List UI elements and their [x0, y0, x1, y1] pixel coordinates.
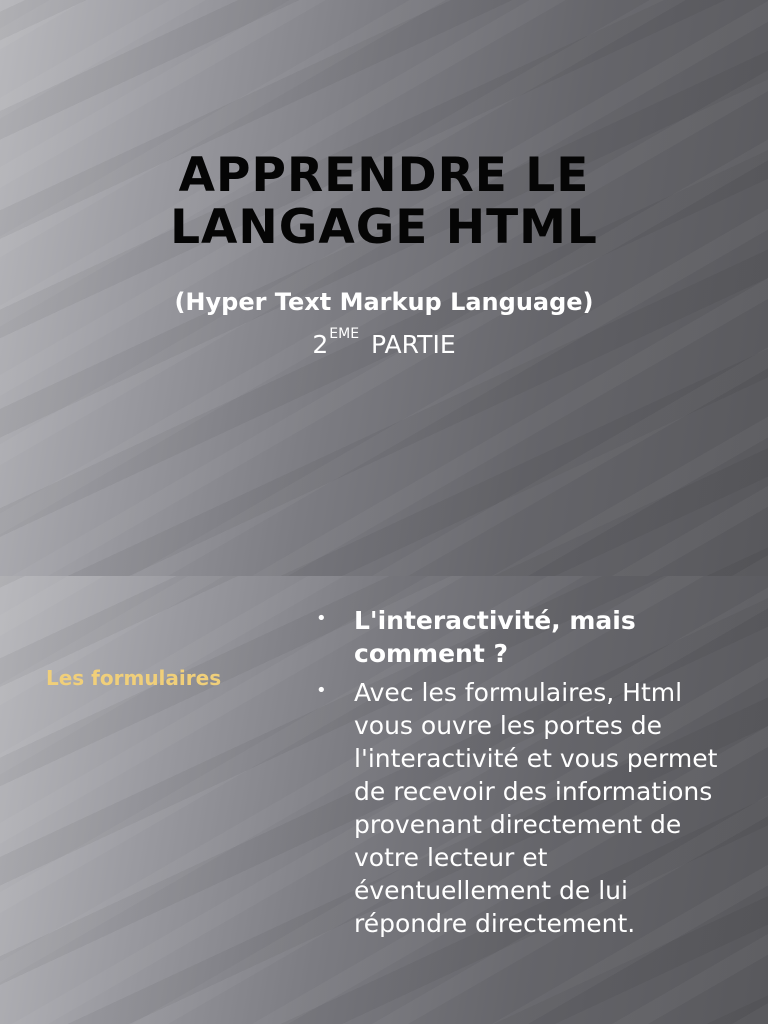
part-word: PARTIE [371, 330, 456, 359]
bullet-list [316, 604, 736, 946]
bullet-icon: • [316, 680, 327, 701]
slide-subtitle: (Hyper Text Markup Language) [174, 288, 594, 316]
bullet-item [316, 604, 736, 670]
bullet-text: Avec les formulaires, Html vous ouvre les portes de l'interactivité et vous permet de recevoir des informations provenant directement de votre lecteur et éventuellement de lui répondre directement. [354, 678, 718, 938]
bullet-icon: • [316, 608, 327, 629]
content-slide [0, 576, 768, 1024]
bullet-text: L'interactivité, mais comment ? [354, 606, 636, 668]
bullet-item [316, 676, 736, 940]
title-line-1: APPRENDRE LE [178, 148, 590, 203]
slide-title [0, 150, 768, 254]
part-label [0, 326, 768, 359]
title-line-2: LANGAGE HTML [170, 200, 598, 255]
section-heading: Les formulaires [46, 666, 222, 690]
part-number: 2 [312, 330, 329, 359]
part-superscript: EME [329, 326, 360, 342]
